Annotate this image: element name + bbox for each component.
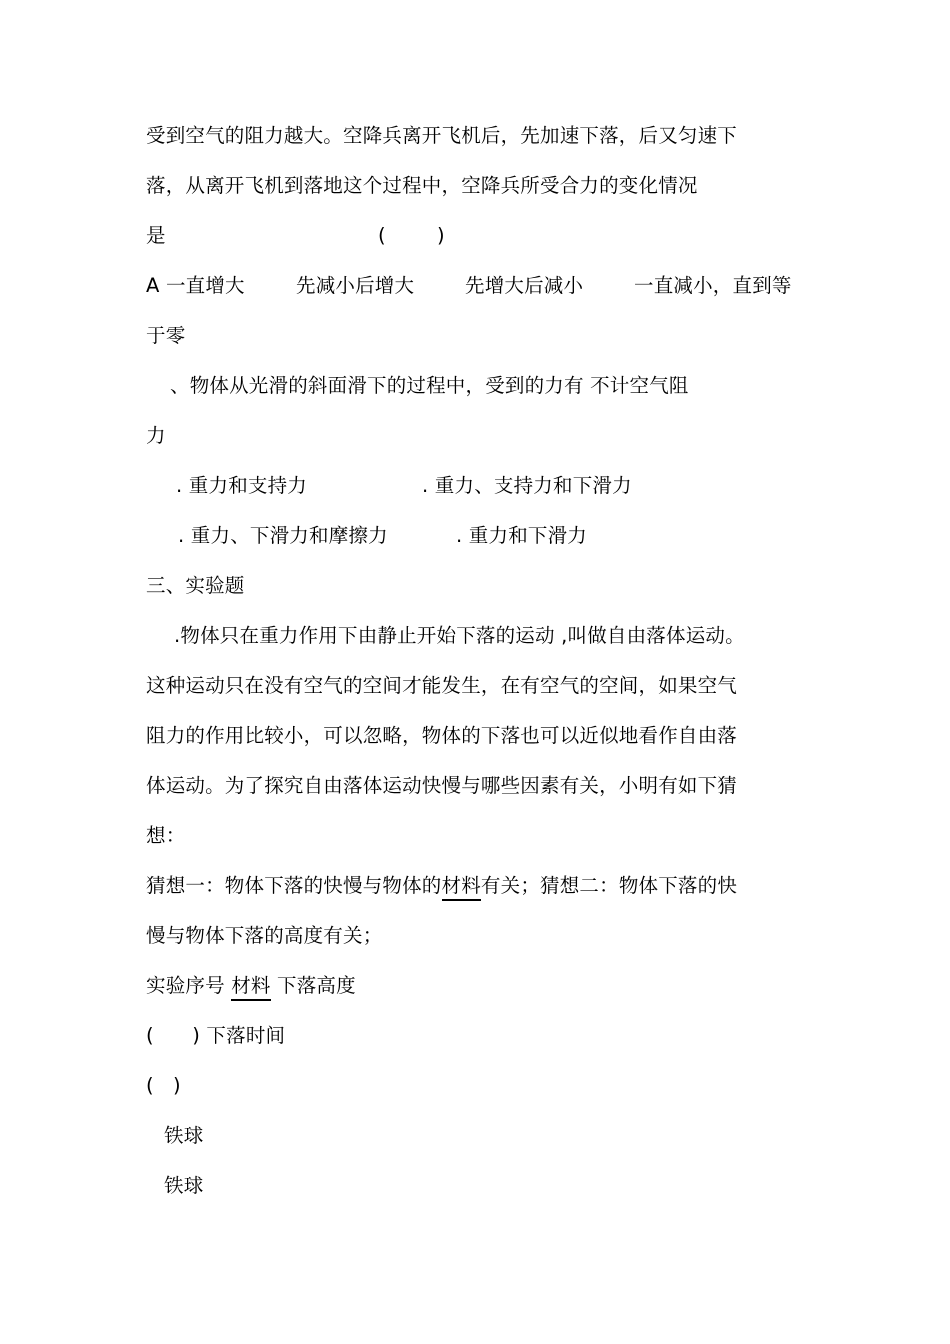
paragraph-line: 这种运动只在没有空气的空间才能发生，在有空气的空间，如果空气 bbox=[146, 674, 738, 697]
table-cell-material: 铁球 bbox=[164, 1174, 204, 1197]
question-text-fragment: 是 bbox=[146, 224, 166, 247]
option-c: . 重力、下滑力和摩擦力 bbox=[178, 524, 388, 547]
paragraph-line: 阻力的作用比较小，可以忽略，物体的下落也可以近似地看作自由落 bbox=[146, 724, 738, 747]
hypothesis-line: 慢与物体下落的高度有关； bbox=[146, 924, 383, 947]
unit-parenthesis: ( ) bbox=[146, 1024, 201, 1047]
option-b: 先减小后增大 bbox=[296, 274, 415, 297]
question-text-line: 力 bbox=[146, 424, 166, 447]
hypothesis-text: 有关；猜想二：物体下落的快 bbox=[480, 874, 738, 897]
hypothesis-line bbox=[146, 874, 737, 898]
question-text-line bbox=[146, 224, 445, 248]
hypothesis-keyword: 材料 bbox=[442, 874, 481, 901]
option-c: 先增大后减小 bbox=[465, 274, 584, 297]
table-header-time: 下落时间 bbox=[206, 1024, 286, 1047]
question-text-line: 、物体从光滑的斜面滑下的过程中，受到的力有 不计空气阻 bbox=[170, 374, 689, 397]
question-text-line: 落，从离开飞机到落地这个过程中，空降兵所受合力的变化情况 bbox=[146, 174, 698, 197]
table-header bbox=[146, 974, 356, 998]
paragraph-line: 想： bbox=[146, 824, 186, 847]
option-a: A 一直增大 bbox=[146, 274, 245, 297]
paragraph-line: 体运动。为了探究自由落体运动快慢与哪些因素有关，小明有如下猜 bbox=[146, 774, 738, 797]
table-cell-material: 铁球 bbox=[164, 1124, 204, 1147]
paragraph-line: .物体只在重力作用下由静止开始下落的运动 ,叫做自由落体运动。 bbox=[174, 624, 745, 647]
answer-parenthesis: ( ) bbox=[378, 224, 445, 247]
hypothesis-text: 猜想一：物体下落的快慢与物体的 bbox=[146, 874, 442, 897]
option-a: . 重力和支持力 bbox=[176, 474, 307, 497]
table-header-sequence: 实验序号 bbox=[146, 974, 225, 997]
option-d: 一直减小，直到等 bbox=[634, 274, 792, 297]
table-header-material: 材料 bbox=[231, 974, 270, 1001]
question-text-line: 受到空气的阻力越大。空降兵离开飞机后，先加速下落，后又匀速下 bbox=[146, 124, 738, 147]
option-b: . 重力、支持力和下滑力 bbox=[422, 474, 632, 497]
table-header-height: 下落高度 bbox=[277, 974, 356, 997]
option-d-continuation: 于零 bbox=[146, 324, 186, 347]
table-header bbox=[146, 1024, 285, 1048]
unit-parenthesis: ( ) bbox=[146, 1074, 181, 1097]
option-d: . 重力和下滑力 bbox=[456, 524, 587, 547]
section-heading: 三、实验题 bbox=[146, 574, 245, 597]
